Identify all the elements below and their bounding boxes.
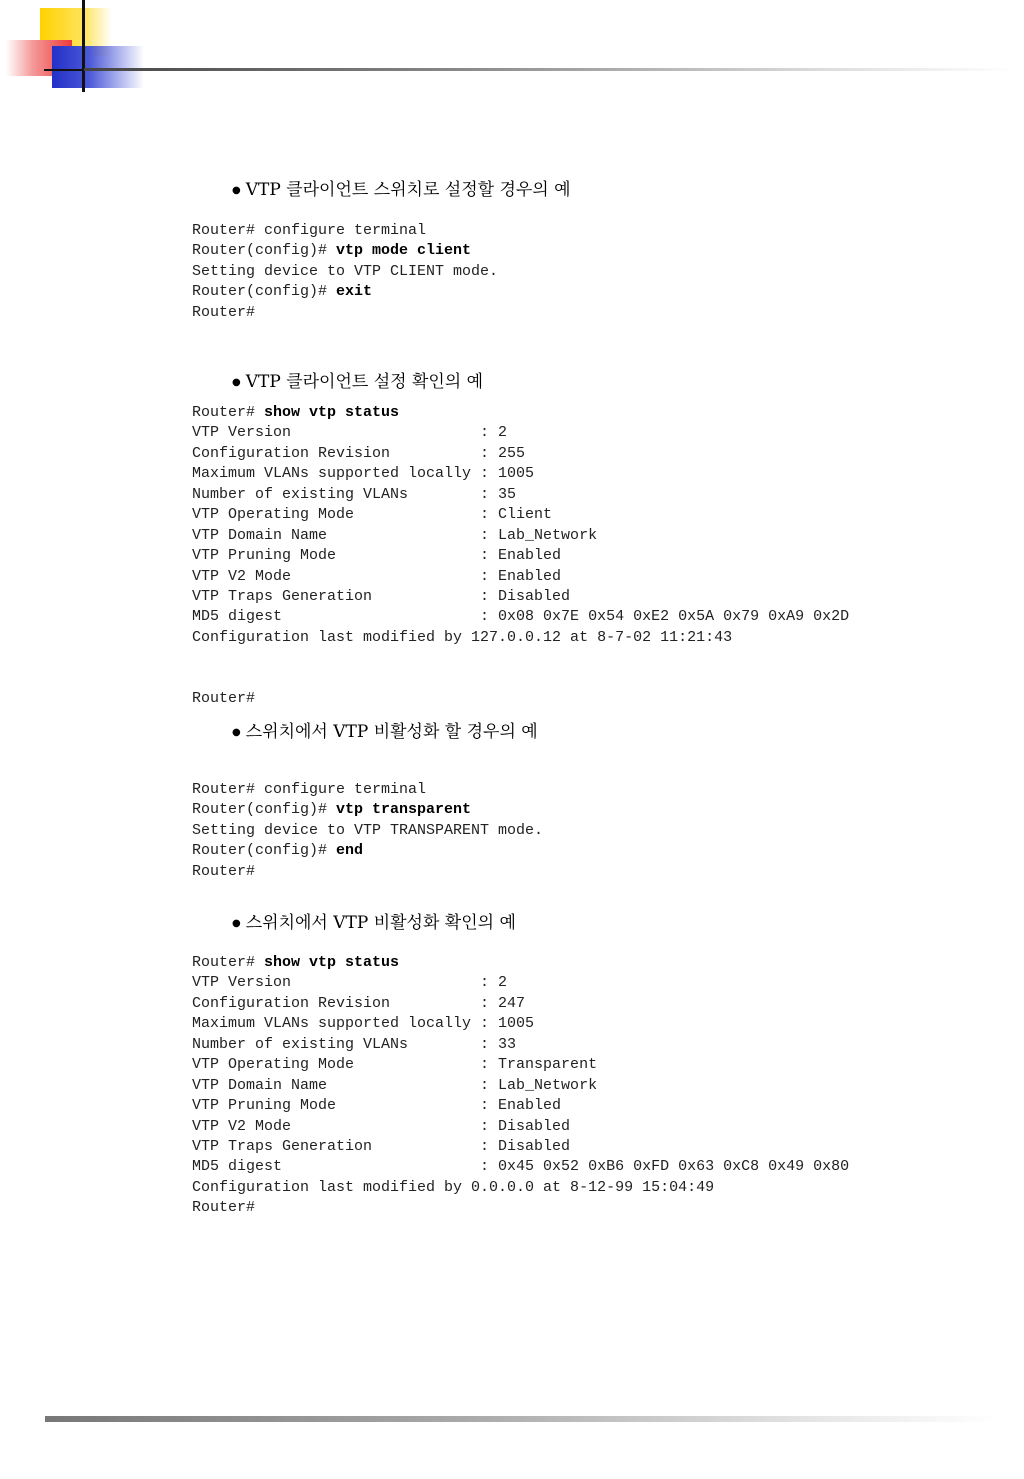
code-line: MD5 digest : 0x45 0x52 0xB6 0xFD 0x63 0xC8 0x49 0x80	[192, 1158, 850, 1176]
code-line: Configuration Revision : 255	[192, 444, 526, 462]
code-line: Number of existing VLANs : 35	[192, 485, 517, 503]
section-heading-text: VTP 클라이언트 설정 확인의 예	[245, 372, 484, 392]
command-text: vtp transparent	[336, 801, 472, 819]
command-text: exit	[336, 283, 373, 301]
section-heading-2	[232, 371, 483, 394]
code-line	[192, 953, 849, 973]
code-line: VTP Operating Mode : Transparent	[192, 1056, 598, 1074]
code-line: Maximum VLANs supported locally : 1005	[192, 465, 535, 483]
command-text: show vtp status	[264, 954, 400, 971]
code-line: Setting device to VTP CLIENT mode.	[192, 262, 499, 280]
code-line: Router# configure terminal	[192, 222, 427, 239]
code-line: Router#	[192, 862, 256, 880]
prompt-text: Router(config)#	[192, 801, 337, 819]
section-heading-4	[232, 912, 516, 935]
code-block-2	[192, 403, 849, 710]
footer-rule	[45, 1416, 995, 1422]
code-line: VTP Version : 2	[192, 424, 508, 442]
prompt-text: Router(config)#	[192, 842, 337, 860]
code-line: VTP Traps Generation : Disabled	[192, 587, 571, 605]
bullet-icon: ●	[232, 727, 241, 738]
code-line: VTP Traps Generation : Disabled	[192, 1137, 571, 1155]
section-heading-text: VTP 클라이언트 스위치로 설정할 경우의 예	[245, 180, 571, 200]
bullet-icon: ●	[232, 185, 241, 196]
code-line: Configuration last modified by 0.0.0.0 at 8-12-99 15:04:49	[192, 1178, 715, 1196]
code-line: VTP Domain Name : Lab_Network	[192, 526, 598, 544]
code-line	[192, 241, 498, 261]
prompt-text: Router(config)#	[192, 242, 337, 260]
code-line: Router#	[192, 303, 256, 321]
logo-blue-square	[52, 46, 144, 88]
code-block-3	[192, 780, 543, 882]
code-line: Router# configure terminal	[192, 781, 427, 798]
header-rule	[84, 68, 1014, 71]
prompt-text: Router#	[192, 954, 265, 971]
command-text: end	[336, 842, 364, 860]
code-line: Maximum VLANs supported locally : 1005	[192, 1015, 535, 1033]
code-line: VTP Operating Mode : Client	[192, 506, 553, 524]
code-block-4	[192, 953, 849, 1219]
code-line: MD5 digest : 0x08 0x7E 0x54 0xE2 0x5A 0x79 0xA9 0x2D	[192, 608, 850, 626]
code-block-1	[192, 221, 498, 323]
slide-logo-decoration	[0, 0, 150, 100]
command-text: show vtp status	[264, 404, 400, 421]
code-line: Router#	[192, 1199, 256, 1217]
code-line: Setting device to VTP TRANSPARENT mode.	[192, 821, 544, 839]
section-heading-1	[232, 179, 571, 202]
code-line: VTP Pruning Mode : Enabled	[192, 1097, 562, 1115]
bullet-icon: ●	[232, 377, 241, 388]
section-heading-text: 스위치에서 VTP 비활성화 할 경우의 예	[245, 722, 538, 742]
code-line: Configuration Revision : 247	[192, 994, 526, 1012]
code-line: VTP Pruning Mode : Enabled	[192, 547, 562, 565]
section-heading-3	[232, 721, 538, 744]
code-line	[192, 648, 849, 668]
code-line: VTP V2 Mode : Enabled	[192, 567, 562, 585]
code-line	[192, 800, 543, 820]
prompt-text: Router#	[192, 404, 265, 421]
bullet-icon: ●	[232, 918, 241, 929]
code-line: Number of existing VLANs : 33	[192, 1035, 517, 1053]
code-line	[192, 669, 849, 689]
prompt-text: Router(config)#	[192, 283, 337, 301]
code-line: VTP Domain Name : Lab_Network	[192, 1076, 598, 1094]
command-text: vtp mode client	[336, 242, 472, 260]
code-line: VTP Version : 2	[192, 974, 508, 992]
code-line: VTP V2 Mode : Disabled	[192, 1117, 571, 1135]
code-line: Router#	[192, 690, 256, 708]
logo-vertical-line	[82, 0, 85, 92]
code-line	[192, 403, 849, 423]
code-line	[192, 841, 543, 861]
section-heading-text: 스위치에서 VTP 비활성화 확인의 예	[245, 913, 516, 933]
code-line	[192, 282, 498, 302]
code-line: Configuration last modified by 127.0.0.12 at 8-7-02 11:21:43	[192, 628, 733, 646]
